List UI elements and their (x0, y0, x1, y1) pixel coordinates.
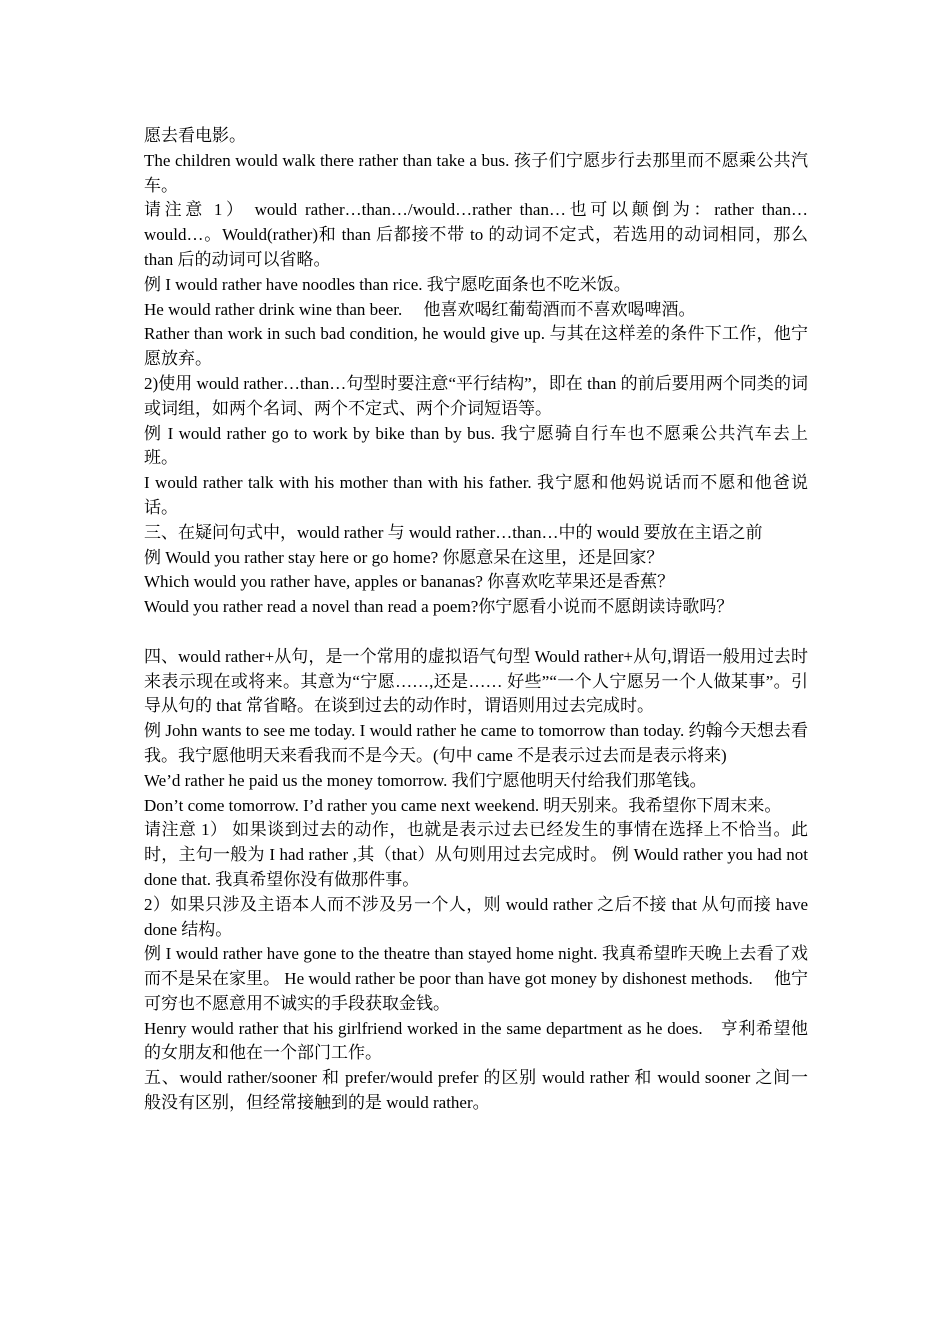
paragraph-9: I would rather talk with his mother than with his father. 我宁愿和他妈说话而不愿和他爸说话。 (144, 473, 808, 517)
paragraph-21: 例 I would rather have gone to the theatre than stayed home night. 我真希望昨天晚上去看了戏而不是呆在家里。 He would rather be poor than have got money by dishonest methods. 他宁可穷也不愿意用不诚实的手段获取金钱。 (144, 944, 808, 1013)
section-heading-3: 三、在疑问句式中，would rather 与 would rather…than…中的 would 要放在主语之前 (144, 522, 763, 542)
paragraph-2: The children would walk there rather than take a bus. 孩子们宁愿步行去那里而不愿乘公共汽车。 (144, 150, 808, 195)
paragraph-16: 例 John wants to see me today. I would rather he came to tomorrow than today. 约翰今天想去看我。我宁愿他明天来看我而不是今天。(句中 came 不是表示过去而是表示将来) (144, 721, 808, 765)
paragraph-6: Rather than work in such bad condition, he would give up. 与其在这样差的条件下工作，他宁愿放弃。 (144, 324, 808, 369)
paragraph-11: 例 Would you rather stay here or go home? 你愿意呆在这里，还是回家？ (144, 547, 664, 567)
paragraph-20: 2）如果只涉及主语本人而不涉及另一个人，则 would rather 之后不接 that 从句而接 have done 结构。 (144, 894, 808, 939)
paragraph-22: Henry would rather that his girlfriend worked in the same department as he does. 亨利希望他的女朋友和他在一个部门工作。 (144, 1018, 808, 1063)
paragraph-3: 请注意 1） would rather…than…/would…rather than…也可以颠倒为：rather than…would…。Would(rather)和 than 后都接不带 to 的动词不定式，若选用的动词相同，那么 than 后的动词可以省略。 (144, 200, 808, 269)
section-heading-5: 五、would rather/sooner 和 prefer/would prefer 的区别 would rather 和 would sooner 之间一般没有区别，但经常接触到的是 would rather。 (144, 1068, 808, 1113)
paragraph-4: 例 I would rather have noodles than rice. 我宁愿吃面条也不吃米饭。 (144, 274, 631, 294)
paragraph-13: Would you rather read a novel than read a poem?你宁愿看小说而不愿朗读诗歌吗？ (144, 597, 734, 617)
paragraph-7: 2)使用 would rather…than…句型时要注意“平行结构”，即在 than 的前后要用两个同类的词或词组，如两个名词、两个不定式、两个介词短语等。 (144, 373, 808, 418)
blank-line (144, 620, 808, 645)
document-page (144, 124, 808, 1116)
paragraph-17: We’d rather he paid us the money tomorrow. 我们宁愿他明天付给我们那笔钱。 (144, 770, 707, 790)
paragraph-12: Which would you rather have, apples or bananas? 你喜欢吃苹果还是香蕉？ (144, 572, 675, 592)
paragraph-18: Don’t come tomorrow. I’d rather you came next weekend. 明天别来。我希望你下周末来。 (144, 795, 782, 815)
paragraph-19: 请注意 1） 如果谈到过去的动作，也就是表示过去已经发生的事情在选择上不恰当。此时，主句一般为 I had rather ,其（that）从句则用过去完成时。 例 Would rather you had not done that. 我真希望你没有做那件事。 (144, 820, 808, 889)
paragraph-5: He would rather drink wine than beer. 他喜欢喝红葡萄酒而不喜欢喝啤酒。 (144, 299, 696, 319)
paragraph-1: 愿去看电影。 (144, 126, 246, 145)
section-heading-4: 四、would rather+从句，是一个常用的虚拟语气句型 Would rather+从句,谓语一般用过去时来表示现在或将来。其意为“宁愿……,还是…… 好些”“一个人宁愿另一个人做某事”。引导从句的 that 常省略。在谈到过去的动作时，谓语则用过去完成时。 (144, 646, 808, 716)
paragraph-8: 例 I would rather go to work by bike than by bus. 我宁愿骑自行车也不愿乘公共汽车去上班。 (144, 423, 808, 468)
